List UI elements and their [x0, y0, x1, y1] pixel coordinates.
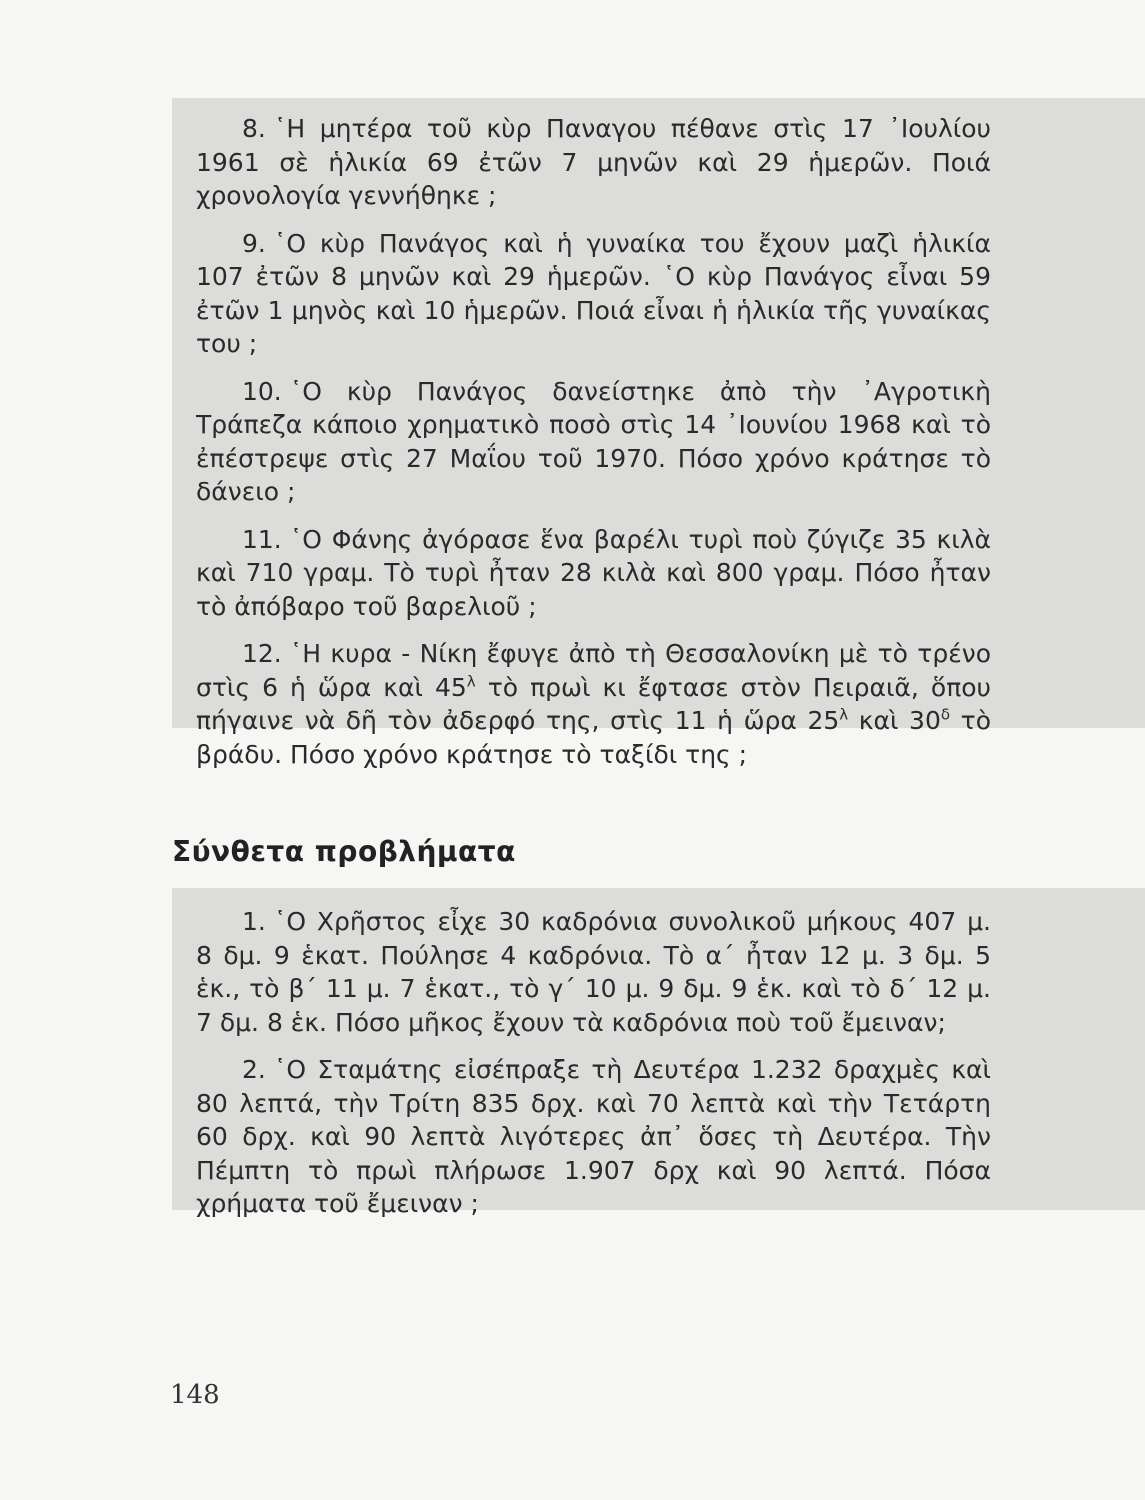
- problem-number: 11.: [242, 524, 282, 554]
- superscript-minutes: λ: [466, 672, 476, 691]
- problem-text-part: τὸ βράδυ. Πόσο χρόνο κράτησε τὸ ταξίδι της ;: [196, 706, 991, 769]
- problem-2: [196, 1053, 991, 1221]
- problem-text: ῾Ο κὺρ Πανάγος δανείστηκε ἀπὸ τὴν ᾿Αγροτικὴ Τράπεζα κάποιο χρηματικὸ ποσὸ στὶς 14 ᾿Ιουνίου 1968 καὶ τὸ ἐπέστρεψε στὶς 27 Μαΐου τοῦ 1970. Πόσο χρόνο κράτησε τὸ δάνειο ;: [196, 376, 991, 506]
- problem-text: ῾Ο Χρῆστος εἶχε 30 καδρόνια συνολικοῦ μήκους 407 μ. 8 δμ. 9 ἑκατ. Πούλησε 4 καδρόνια. Τὸ α΄ ἦταν 12 μ. 3 δμ. 5 ἑκ., τὸ β΄ 11 μ. 7 ἑκατ., τὸ γ΄ 10 μ. 9 δμ. 9 ἑκ. καὶ τὸ δ΄ 12 μ. 7 δμ. 8 ἑκ. Πόσο μῆκος ἔχουν τὰ καδρόνια ποὺ τοῦ ἔμειναν;: [196, 907, 991, 1037]
- problem-number: 8.: [242, 114, 266, 143]
- superscript-minutes: λ: [839, 705, 849, 724]
- problem-number: 9.: [242, 228, 266, 258]
- problem-12: [196, 637, 991, 771]
- problem-number: 12.: [242, 639, 282, 668]
- superscript-seconds: δ: [940, 705, 951, 724]
- problem-list-bottom: [196, 905, 991, 1235]
- problem-text-part: καὶ 30: [848, 706, 941, 735]
- problem-text-part: ῾Η κυρα - Νίκη ἔφυγε ἀπὸ τὴ Θεσσαλονίκη μὲ τὸ τρένο στὶς 6 ἡ ὥρα καὶ 45: [196, 639, 991, 702]
- problem-number: 2.: [242, 1055, 266, 1084]
- problem-8: [196, 112, 991, 213]
- problem-1: [196, 905, 991, 1039]
- problem-11: [196, 523, 991, 624]
- section-heading: Σύνθετα προβλήματα: [172, 835, 516, 868]
- problem-text: ῾Ο Σταμάτης εἰσέπραξε τὴ Δευτέρα 1.232 δραχμὲς καὶ 80 λεπτά, τὴν Τρίτη 835 δρχ. καὶ 70 λεπτὰ καὶ τὴν Τετάρτη 60 δρχ. καὶ 90 λεπτὰ λιγότερες ἀπ᾿ ὅσες τὴ Δευτέρα. Τὴν Πέμπτη τὸ πρωὶ πλήρωσε 1.907 δρχ καὶ 90 λεπτά. Πόσα χρήματα τοῦ ἔμειναν ;: [196, 1055, 991, 1218]
- problem-text: ῾Ο Φάνης ἀγόρασε ἕνα βαρέλι τυρὶ ποὺ ζύγιζε 35 κιλὰ καὶ 710 γραμ. Τὸ τυρὶ ἦταν 28 κιλὰ καὶ 800 γραμ. Πόσο ἦταν τὸ ἀπόβαρο τοῦ βαρελιοῦ ;: [196, 524, 991, 621]
- problem-9: [196, 227, 991, 361]
- problem-10: [196, 375, 991, 509]
- problem-number: 10.: [242, 376, 282, 406]
- problem-list-top: [196, 112, 991, 785]
- problem-text-part: τὸ πρωὶ κι ἔφτασε στὸν Πειραιᾶ, ὅπου πήγαινε νὰ δῆ τὸν ἀδερφό της, στὶς 11 ἡ ὥρα 25: [196, 672, 992, 735]
- page-number: 148: [170, 1380, 220, 1410]
- problem-text: ῾Η μητέρα τοῦ κὺρ Παναγου πέθανε στὶς 17 ᾿Ιουλίου 1961 σὲ ἡλικία 69 ἐτῶν 7 μηνῶν καὶ 29 ἡμερῶν. Ποιά χρονολογία γεννήθηκε ;: [196, 114, 991, 210]
- problem-text: ῾Ο κὺρ Πανάγος καὶ ἡ γυναίκα του ἔχουν μαζὶ ἡλικία 107 ἐτῶν 8 μηνῶν καὶ 29 ἡμερῶν. ῾Ο κὺρ Πανάγος εἶναι 59 ἐτῶν 1 μηνὸς καὶ 10 ἡμερῶν. Ποιά εἶναι ἡ ἡλικία τῆς γυναίκας του ;: [196, 228, 991, 358]
- problem-number: 1.: [242, 907, 266, 936]
